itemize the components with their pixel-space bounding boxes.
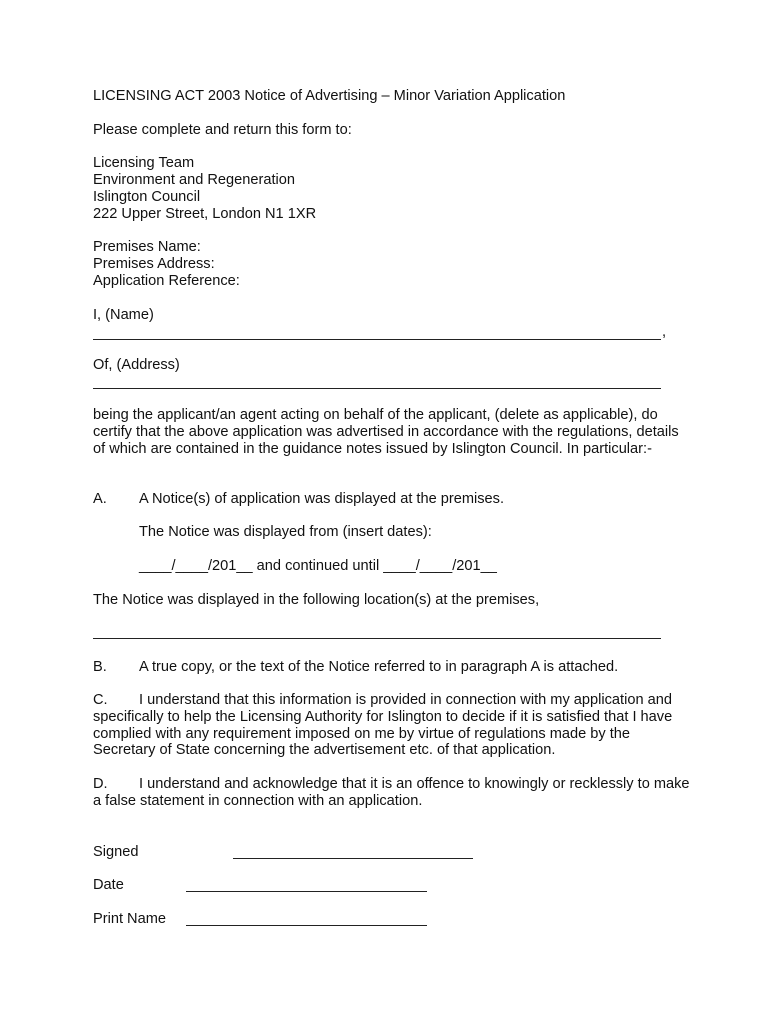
section-b-letter: B. xyxy=(93,659,107,675)
section-d-letter: D. xyxy=(93,776,108,792)
declarant-name-label: I, (Name) xyxy=(93,307,154,323)
name-entry-line[interactable] xyxy=(93,339,661,340)
location-entry-line[interactable] xyxy=(93,638,661,639)
address-line-3: Islington Council xyxy=(93,189,201,205)
address-line-1: Licensing Team xyxy=(93,155,195,171)
signature-line[interactable] xyxy=(233,858,473,859)
section-a-text: A Notice(s) of application was displayed at the premises. xyxy=(139,491,505,507)
form-title: LICENSING ACT 2003 Notice of Advertising – Minor Variation Application xyxy=(93,88,566,104)
section-d-paragraph xyxy=(93,776,693,810)
address-entry-line[interactable] xyxy=(93,388,661,389)
address-line-2: Environment and Regeneration xyxy=(93,172,296,188)
certification-paragraph: being the applicant/an agent acting on behalf of the applicant, (delete as applicable), do certify that the above application was advertised in accordance with the regulations, details of which are contained in the guidance notes issued by Islington Council. In particular:- xyxy=(93,407,679,457)
section-c-text: I understand that this information is provided in connection with my application and specifically to help the Licensing Authority for Islington to decide if it is satisfied that I have complied with any requirement imposed on me by virtue of regulations made by the Secretary of State concerning the advertisement etc. of that application. xyxy=(93,692,673,759)
premises-name-label: Premises Name: xyxy=(93,239,201,255)
location-prompt: The Notice was displayed in the following location(s) at the premises, xyxy=(93,592,540,608)
application-reference-label: Application Reference: xyxy=(93,273,240,289)
print-name-label: Print Name xyxy=(93,911,166,927)
date-label: Date xyxy=(93,877,124,893)
section-d-text: I understand and acknowledge that it is an offence to knowingly or recklessly to make a false statement in connection with an application. xyxy=(93,776,690,809)
section-a-letter: A. xyxy=(93,491,107,507)
section-c-letter: C. xyxy=(93,692,108,708)
signed-label: Signed xyxy=(93,844,139,860)
name-line-comma: , xyxy=(662,324,667,340)
address-line-4: 222 Upper Street, London N1 1XR xyxy=(93,206,317,222)
section-c-paragraph xyxy=(93,692,693,759)
return-instruction: Please complete and return this form to: xyxy=(93,122,352,138)
dates-prompt: The Notice was displayed from (insert dates): xyxy=(139,524,432,540)
display-dates-field[interactable]: ____/____/201__ and continued until ____/____/201__ xyxy=(139,558,497,574)
declarant-address-label: Of, (Address) xyxy=(93,357,180,373)
section-b-text: A true copy, or the text of the Notice referred to in paragraph A is attached. xyxy=(139,659,619,675)
premises-address-label: Premises Address: xyxy=(93,256,215,272)
date-line[interactable] xyxy=(186,891,427,892)
print-name-line[interactable] xyxy=(186,925,427,926)
